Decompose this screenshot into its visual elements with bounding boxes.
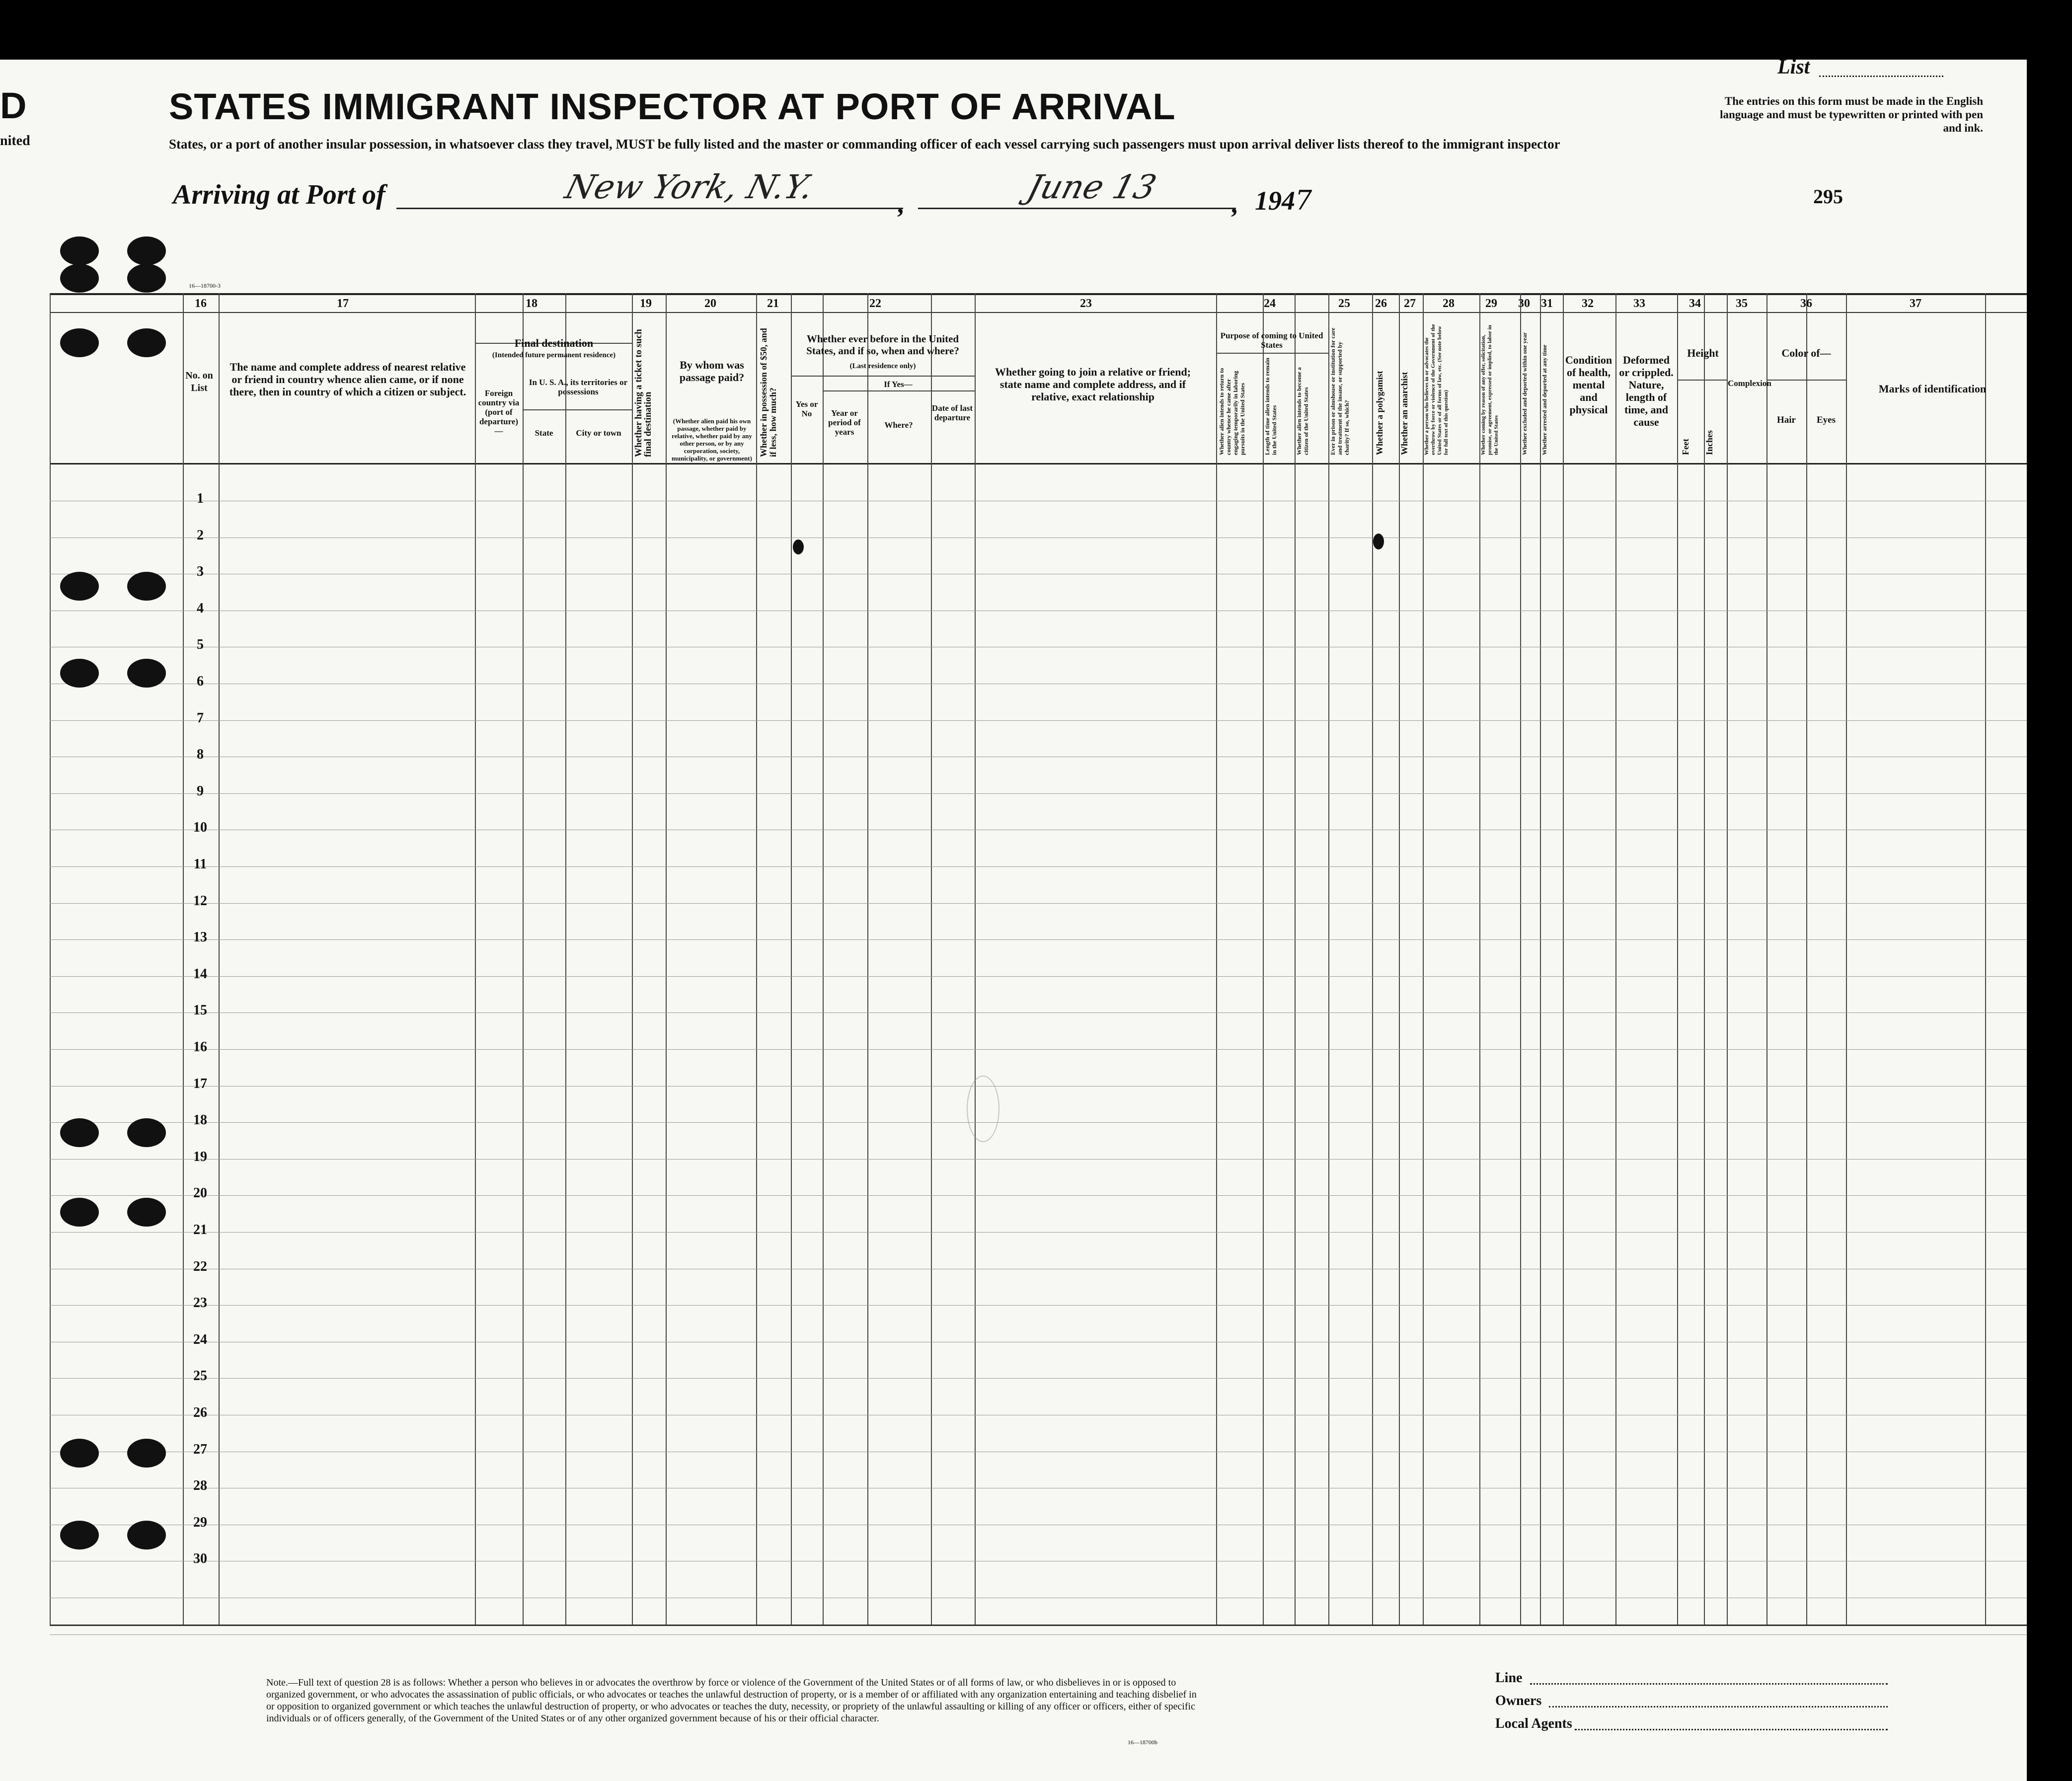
header-height: Height [1687,347,1719,359]
header-last-residence: (Last residence only) [849,362,916,370]
header-marks-identification: Marks of identification [1878,383,1987,395]
port-handwritten: New York, N.Y. [561,168,818,206]
header-excluded-deported: Whether excluded and deported within one year [1521,332,1528,455]
binder-hole [60,264,99,293]
row-number: 21 [193,1222,207,1238]
column-number: 26 [1375,297,1387,310]
row-rule [50,903,2027,904]
header-join-relative: Whether going to join a relative or friend; state name and complete address, and if relative, exact relationship [995,366,1191,403]
owners-field [1549,1706,1888,1707]
column-rule [1372,293,1373,1625]
column-rule [1846,293,1847,1625]
column-number: 18 [526,297,537,310]
column-number: 17 [337,297,349,310]
column-rule [1263,293,1264,1625]
form-code-bottom: 16—18700b [1128,1739,1157,1746]
row-rule [50,1012,2027,1013]
footer-note: Note.—Full text of question 28 is as follows: Whether a person who believes in or advocates the overthrow by force or violence of the Government of the United States or of all forms of law, or who disbelieves in or is opposed to organized government, or who advocates the assassination of public officials, or who advocates or teaches the unlawful destruction of property, or is a member of or affiliated with any organization entertaining and teaching disbelief in or opposition to organized government or which teaches the unlawful destruction of property, or who advocates or teaches the duty, necessity, or propriety of the unlawful assaulting or killing of any officer or officers, either of specific individuals or of officers generally, of the Government of the United States or of any other organized government because of his or their official character. [266,1677,1197,1724]
column-rule [1423,293,1424,1625]
row-number: 7 [197,710,204,726]
row-number: 4 [197,601,204,616]
column-number: 21 [767,297,779,310]
column-number: 23 [1080,297,1092,310]
binder-hole [127,1198,166,1227]
column-number: 29 [1485,297,1497,310]
header-final-destination-sub: (Intended future permanent residence) [492,351,616,359]
binder-hole [127,328,166,357]
header-where: Where? [884,420,913,430]
column-rule [867,293,868,1625]
column-number: 22 [869,297,881,310]
row-number: 19 [193,1149,207,1164]
column-rule [1520,293,1521,1625]
binder-hole [60,1439,99,1468]
column-rule [219,293,220,1625]
year-prefix: 194 [1255,186,1295,216]
header-hair: Hair [1777,415,1796,425]
list-label: List [1777,56,1810,78]
row-number: 25 [193,1368,207,1384]
row-number: 17 [193,1076,207,1091]
form-title: STATES IMMIGRANT INSPECTOR AT PORT OF ARRIVAL [169,86,1176,127]
column-number: 24 [1264,297,1276,310]
column-rule [1677,293,1678,1625]
header-date-last-departure: Date of last departure [931,403,973,422]
header-subrule [523,409,632,410]
column-rule [1806,293,1807,1625]
row-number: 30 [193,1551,207,1566]
header-subrule [1677,380,1727,381]
header-purpose: Purpose of coming to United States [1220,331,1323,350]
header-purpose-citizen: Whether alien intends to become a citizen of the United States [1296,367,1309,455]
line-label: Line [1495,1670,1523,1686]
column-rule [1399,293,1400,1625]
column-rule [1704,293,1705,1625]
column-rule [1479,293,1480,1625]
header-no-on-list: No. on List [185,370,213,393]
binder-hole [127,1439,166,1468]
header-prison-charity: Ever in prison or almshouse or institution for care and treatment of the insane, or supported by charity? If so, which? [1329,327,1350,455]
column-rule [1985,293,1986,1625]
row-rule [50,1378,2027,1379]
port-line [396,208,903,209]
binder-hole [60,328,99,357]
row-number: 8 [197,747,204,762]
row-number: 14 [193,966,207,982]
column-number: 37 [1910,297,1921,310]
instructions-text: The entries on this form must be made in the English language and must be typewritten or printed with pen and ink. [1720,95,1983,134]
header-year-period: Year or period of years [828,408,861,437]
column-number: 34 [1689,297,1701,310]
date-comma: , [1231,190,1237,219]
column-number: 25 [1338,297,1350,310]
column-number: 35 [1736,297,1748,310]
row-rule [50,1232,2027,1233]
local-agents-label: Local Agents [1495,1716,1572,1731]
header-city: City or town [576,428,621,438]
binder-hole [127,572,166,601]
form-subtitle: States, or a port of another insular possession, in whatsoever class they travel, MUST be fully listed and the master or commanding officer of each vessel carrying such passengers must upon arrival deliver lists thereof to the immigrant inspector [169,137,1560,152]
line-field [1530,1683,1888,1685]
header-subrule [823,390,975,391]
column-number: 20 [704,297,716,310]
header-health: Condition of health, mental and physical [1565,354,1612,416]
row-rule [50,1049,2027,1050]
row-rule [50,976,2027,977]
column-number: 27 [1404,297,1416,310]
row-number: 18 [193,1112,207,1128]
column-rule [50,293,51,1625]
row-number: 26 [193,1405,207,1420]
binder-hole [127,659,166,688]
header-inches: Inches [1704,430,1714,455]
port-comma: , [897,190,904,219]
ink-blot [793,540,804,554]
header-ticket: Whether having a ticket to such final destination [633,329,653,457]
row-rule [50,866,2027,867]
binder-hole [127,236,166,265]
row-number: 12 [193,893,207,909]
header-labor-offer: Whether coming by reason of any offer, solicitation, promise, or agreement, expressed or implied, to labor in the United States [1480,325,1499,455]
column-number-rule [50,312,2027,313]
header-purpose-length: Length of time alien intends to remain in the United States [1264,358,1278,455]
binder-hole [127,264,166,293]
left-subtitle-fragment: nited [0,133,30,149]
header-eyes: Eyes [1817,415,1836,425]
header-passage-paid-sub: (Whether alien paid his own passage, whether paid by relative, whether paid by any other person, or by any corporation, society, municipality, or government) [672,417,752,462]
header-final-destination: Final destination [514,337,594,349]
binder-hole [60,572,99,601]
date-handwritten: June 13 [1023,168,1160,206]
row-number: 13 [193,929,207,945]
binder-hole [60,1118,99,1147]
stamp-mark [967,1076,999,1142]
column-rule [475,293,476,1625]
column-rule [1328,293,1329,1625]
row-number: 2 [197,528,204,543]
column-rule [756,293,757,1625]
column-rule [1615,293,1616,1625]
header-ever-before: Whether ever before in the United States, and if so, when and where? [806,333,959,357]
column-rule [1540,293,1541,1625]
column-number: 31 [1541,297,1553,310]
date-line [918,208,1236,209]
header-color-of: Color of— [1781,347,1831,359]
row-rule [50,1305,2027,1306]
column-rule [1766,293,1767,1625]
column-number: 16 [195,297,207,310]
form-sheet [0,60,2027,1781]
header-in-usa: In U. S. A., its territories or possessions [529,378,628,396]
column-number: 28 [1443,297,1455,310]
header-subrule [791,376,975,377]
row-rule [50,1159,2027,1160]
row-number: 1 [197,491,204,506]
header-feet: Feet [1681,439,1690,455]
arriving-label: Arriving at Port of [173,179,385,210]
row-number: 9 [197,783,204,799]
column-rule [1727,293,1728,1625]
column-number: 30 [1518,297,1530,310]
column-rule [791,293,792,1625]
header-state: State [535,428,553,438]
ink-blot [1373,534,1384,549]
list-number-line [1819,76,1943,77]
header-yes-no: Yes or No [795,399,818,418]
column-rule [523,293,524,1625]
column-rule [975,293,976,1625]
header-complexion: Complexion [1728,379,1771,388]
row-number: 24 [193,1332,207,1347]
binder-hole [60,1198,99,1227]
column-number: 33 [1633,297,1645,310]
row-number: 22 [193,1259,207,1274]
local-agents-field [1575,1729,1888,1730]
row-rule [50,1195,2027,1196]
row-number: 11 [193,856,207,872]
column-rule [632,293,633,1625]
row-number: 5 [197,637,204,652]
column-rule [1295,293,1296,1625]
column-rule [823,293,824,1625]
header-passage-paid: By whom was passage paid? [679,359,745,384]
row-rule [50,1122,2027,1123]
header-nearest-relative: The name and complete address of nearest relative or friend in country whence alien came, or if none there, then in country of which a citizen or subject. [229,361,466,398]
column-number: 32 [1582,297,1594,310]
table-header-rule [50,463,2027,465]
header-subrule [1216,353,1328,354]
row-number: 20 [193,1185,207,1201]
year-handwritten: 7 [1295,185,1312,216]
row-number: 15 [193,1003,207,1018]
column-rule [565,293,566,1625]
year-label [1255,185,1312,216]
column-rule [1216,293,1217,1625]
binder-hole [60,659,99,688]
table-top-rule [50,293,2027,295]
row-number: 10 [193,820,207,835]
row-number: 27 [193,1442,207,1457]
binder-hole [127,1521,166,1549]
header-foreign-country: Foreign country via (port of departure)— [478,388,520,436]
column-rule [931,293,932,1625]
row-number: 23 [193,1295,207,1311]
row-rule [50,720,2027,721]
row-rule [50,793,2027,794]
binder-hole [60,1521,99,1549]
row-number: 3 [197,564,204,579]
binder-hole [60,236,99,265]
header-arrested-deported: Whether arrested and deported at any time [1541,344,1548,455]
header-purpose-return: Whether alien intends to return to country whence he came after engaging temporarily in laboring pursuits in the United States [1218,368,1246,455]
column-number: 36 [1800,297,1812,310]
column-rule [1563,293,1564,1625]
column-rule [666,293,667,1625]
row-rule [50,939,2027,940]
row-number: 16 [193,1039,207,1055]
header-subrule [1766,380,1846,381]
header-fifty-dollars: Whether in possession of $50, and if less, how much? [759,328,778,457]
header-deformed: Deformed or crippled. Nature, length of time, and cause [1619,354,1674,428]
page-number: 295 [1813,185,1843,208]
header-polygamist: Whether a polygamist [1375,371,1384,455]
binder-hole [127,1118,166,1147]
column-number: 19 [640,297,652,310]
row-number: 6 [197,674,204,689]
left-title-fragment: D [0,85,27,126]
row-rule [50,1634,2027,1635]
row-number: 29 [193,1515,207,1530]
owners-label: Owners [1495,1693,1542,1708]
header-if-yes: If Yes— [884,380,913,389]
header-anarchist: Whether an anarchist [1399,372,1409,455]
header-overthrow: Whether a person who believes in or advocates the overthrow by force or violence of the Government of the United States or of all forms of law, etc. (See note below for full text of this question) [1424,324,1449,455]
form-code-top: 16—18700-3 [189,282,221,289]
row-number: 28 [193,1478,207,1493]
table-bottom-rule [50,1625,2027,1626]
